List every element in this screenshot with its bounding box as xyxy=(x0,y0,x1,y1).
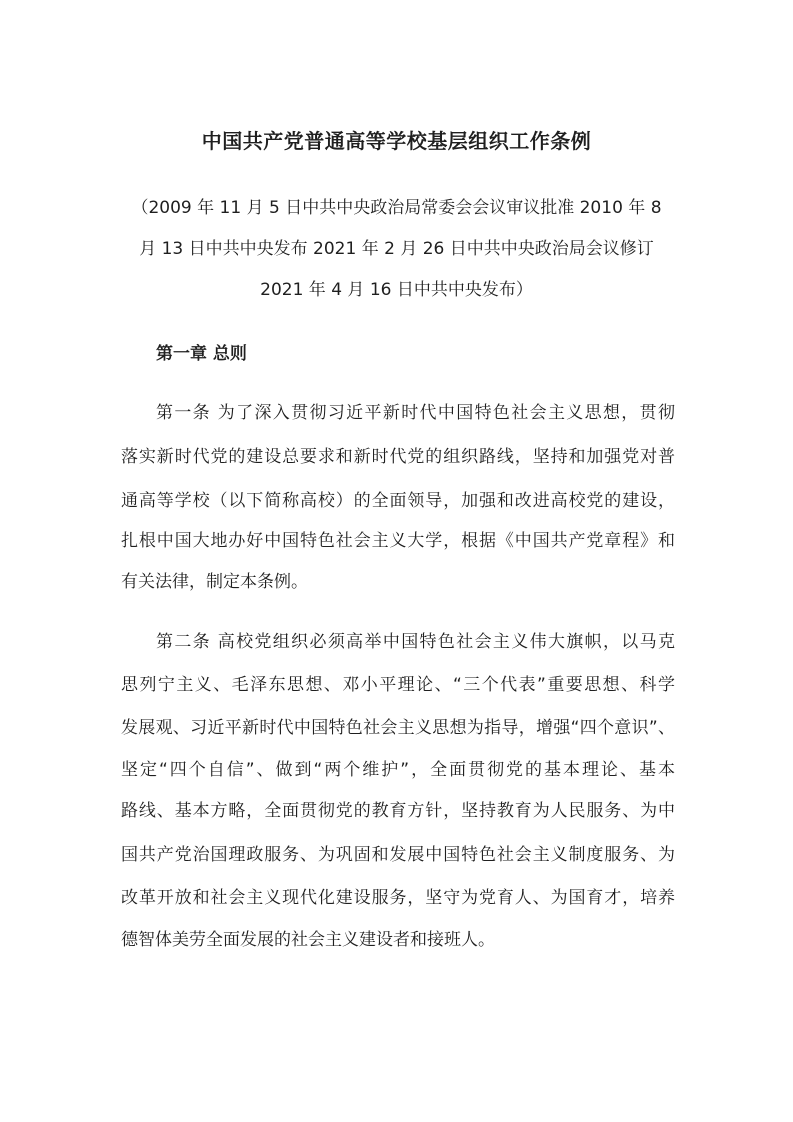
article2-line: 改革开放和社会主义现代化建设服务，坚守为党育人、为国育才，培养 xyxy=(121,888,675,908)
article2-line: 德智体美劳全面发展的社会主义建设者和接班人。 xyxy=(121,930,495,950)
article2-line: 发展观、习近平新时代中国特色社会主义思想为指导，增强“四个意识”、 xyxy=(121,718,675,738)
document-title: 中国共产党普通高等学校基层组织工作条例 xyxy=(201,129,592,153)
article1-line: 落实新时代党的建设总要求和新时代党的组织路线，坚持和加强党对普 xyxy=(121,447,675,467)
article2-line: 国共产党治国理政服务、为巩固和发展中国特色社会主义制度服务、为 xyxy=(121,845,675,865)
subtitle-line: 2021 年 4 月 16 日中共中央发布） xyxy=(260,280,533,300)
article1-line: 第一条 为了深入贯彻习近平新时代中国特色社会主义思想，贯彻 xyxy=(156,403,675,423)
article1-line: 有关法律，制定本条例。 xyxy=(121,572,308,592)
chapter-heading: 第一章 总则 xyxy=(156,344,247,364)
article1-line: 通高等学校（以下简称高校）的全面领导，加强和改进高校党的建设， xyxy=(121,491,675,511)
article2-line: 第二条 高校党组织必须高举中国特色社会主义伟大旗帜，以马克 xyxy=(156,632,675,652)
article2-line: 思列宁主义、毛泽东思想、邓小平理论、“三个代表”重要思想、科学 xyxy=(121,675,675,695)
article1-line: 扎根中国大地办好中国特色社会主义大学，根据《中国共产党章程》和 xyxy=(121,531,675,551)
subtitle-line: （2009 年 11 月 5 日中共中央政治局常委会会议审议批准 2010 年 8 xyxy=(131,198,662,218)
article2-line: 坚定“四个自信”、做到“两个维护”，全面贯彻党的基本理论、基本 xyxy=(121,760,675,780)
subtitle-line: 月 13 日中共中央发布 2021 年 2 月 26 日中共中央政治局会议修订 xyxy=(139,239,654,259)
article2-line: 路线、基本方略，全面贯彻党的教育方针，坚持教育为人民服务、为中 xyxy=(121,801,675,821)
